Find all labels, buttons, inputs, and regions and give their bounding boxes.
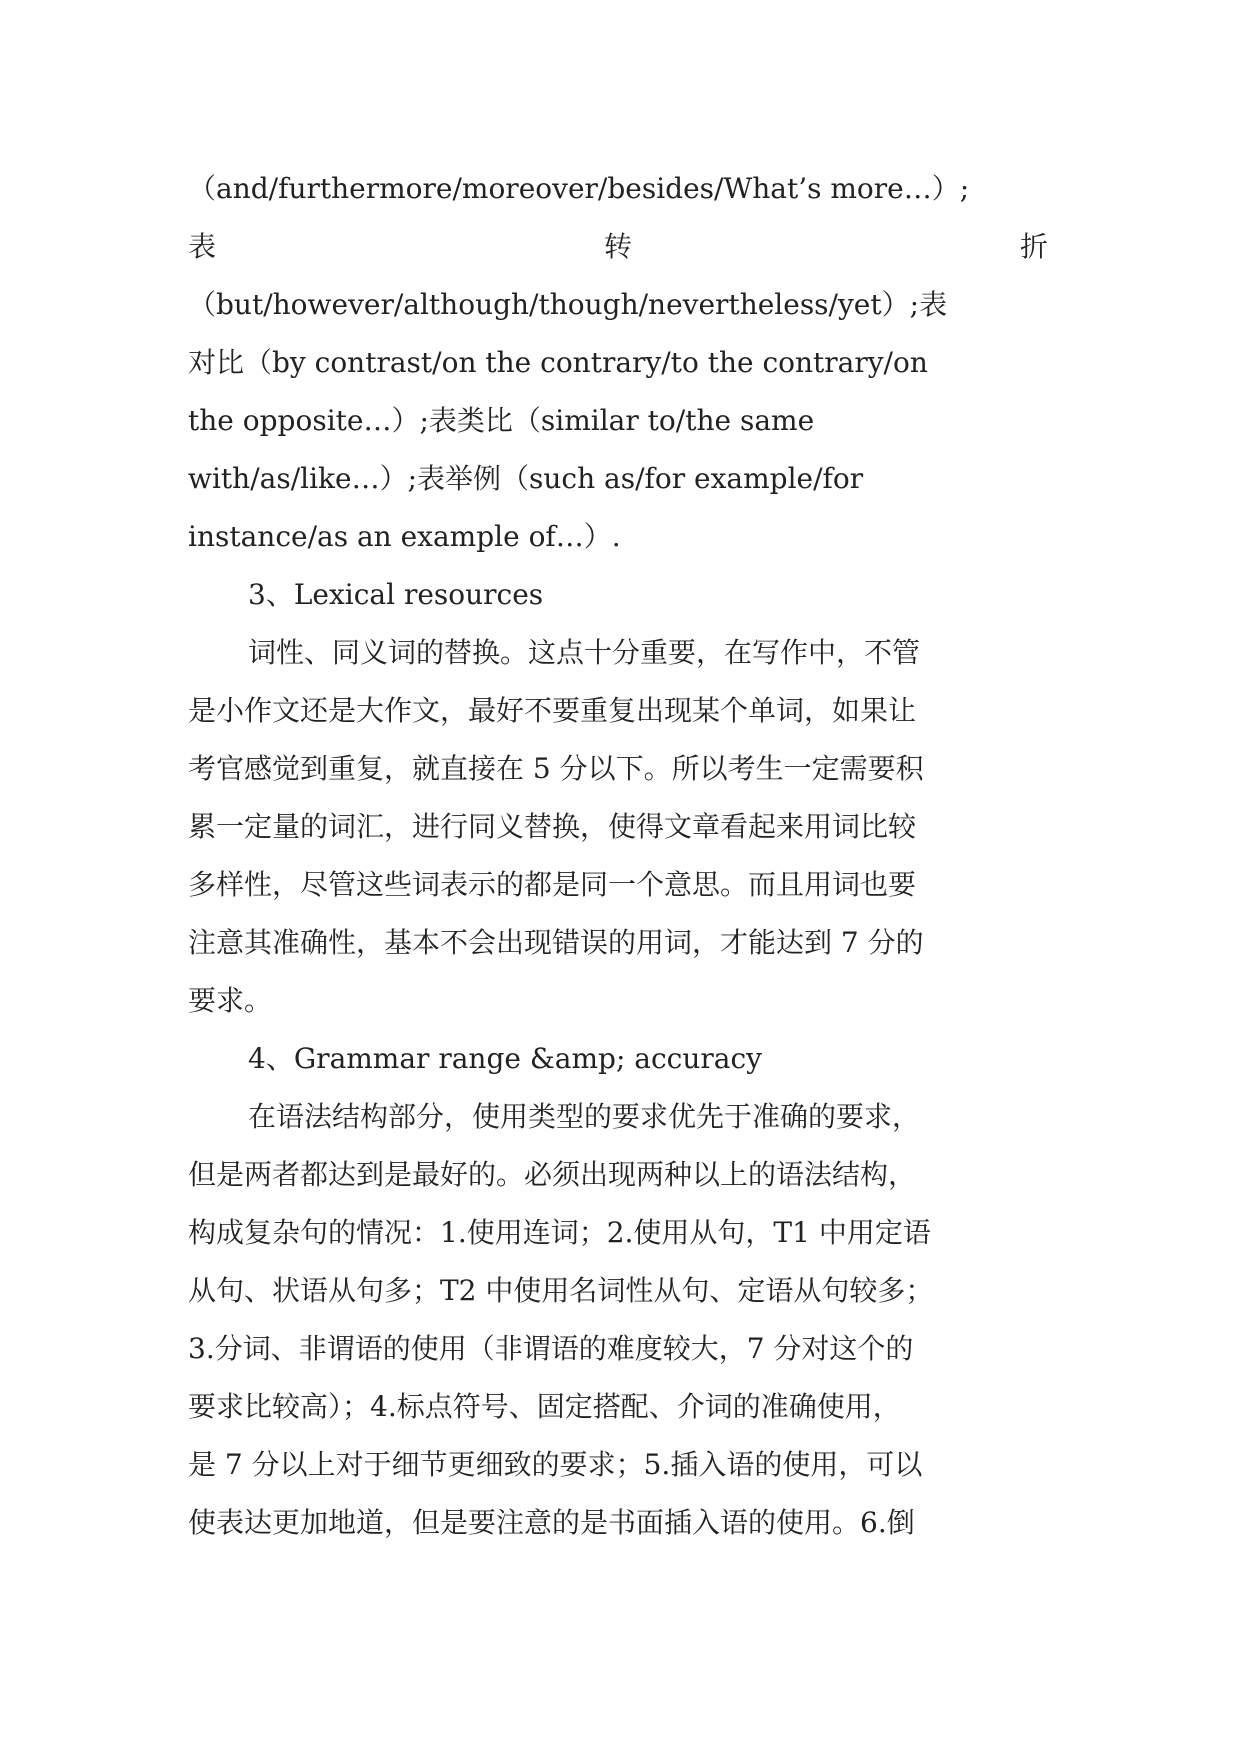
text-line: 构成复杂句的情况：1.使用连词；2.使用从句，T1 中用定语 [188,1216,931,1249]
text-line: （and/furthermore/moreover/besides/What’s more…）; [188,172,970,205]
text-line: 词性、同义词的替换。这点十分重要，在写作中，不管 [248,636,921,669]
text-line: with/as/like…）;表举例（such as/for example/for [188,462,864,495]
text-line: 对比（by contrast/on the contrary/to the contrary/on [188,346,928,379]
text-word: 表 [188,230,217,263]
text-line: 从句、状语从句多；T2 中使用名词性从句、定语从句较多； [188,1274,934,1307]
text-line: 多样性，尽管这些词表示的都是同一个意思。而且用词也要 [188,868,917,901]
text-line: the opposite…）;表类比（similar to/the same [188,404,815,437]
text-line: 使表达更加地道，但是要注意的是书面插入语的使用。6.倒 [188,1506,915,1539]
section-heading: 4、Grammar range &amp; accuracy [248,1042,762,1075]
document-body [188,160,1048,1552]
text-line: 但是两者都达到是最好的。必须出现两种以上的语法结构， [188,1158,917,1191]
text-line: 在语法结构部分，使用类型的要求优先于准确的要求， [248,1100,921,1133]
text-line: 累一定量的词汇，进行同义替换，使得文章看起来用词比较 [188,810,917,843]
text-line: 是小作文还是大作文，最好不要重复出现某个单词，如果让 [188,694,917,727]
text-line: （but/however/although/though/nevertheless/yet）;表 [188,288,948,321]
text-line: 是 7 分以上对于细节更细致的要求；5.插入语的使用，可以 [188,1448,923,1481]
text-line: instance/as an example of…）. [188,520,621,553]
text-line: 考官感觉到重复，就直接在 5 分以下。所以考生一定需要积 [188,752,924,785]
text-word: 折 [1019,230,1048,263]
text-line: 要求。 [188,984,273,1017]
section-heading: 3、Lexical resources [248,578,544,611]
text-line: 3.分词、非谓语的使用（非谓语的难度较大，7 分对这个的 [188,1332,914,1365]
text-word: 转 [603,230,632,263]
text-line: 要求比较高）；4.标点符号、固定搭配、介词的准确使用， [188,1390,901,1423]
text-line-justified [188,218,1048,276]
text-line: 注意其准确性，基本不会出现错误的用词，才能达到 7 分的 [188,926,924,959]
